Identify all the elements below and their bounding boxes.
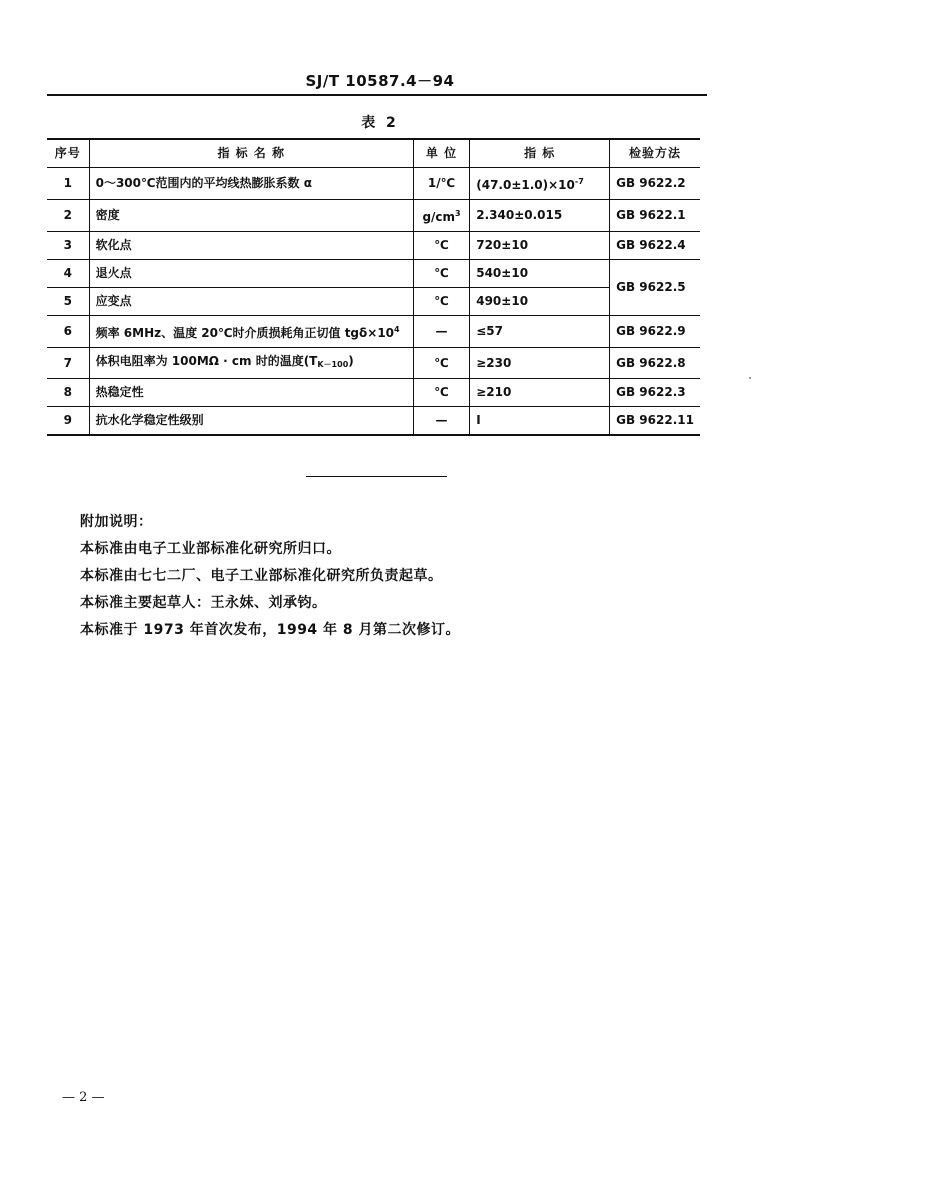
row-unit: ℃ bbox=[413, 232, 469, 260]
row-no: 5 bbox=[47, 288, 89, 316]
row-spec: 720±10 bbox=[470, 232, 610, 260]
col-header-spec: 指 标 bbox=[470, 139, 610, 168]
spec-table bbox=[47, 138, 700, 436]
row-spec bbox=[470, 168, 610, 200]
scan-speck bbox=[749, 377, 751, 379]
row-no: 7 bbox=[47, 348, 89, 379]
additional-notes bbox=[80, 512, 460, 647]
section-divider bbox=[306, 476, 447, 477]
row-name bbox=[89, 316, 413, 348]
row-method: GB 9622.1 bbox=[610, 200, 700, 232]
table-row bbox=[47, 407, 700, 436]
table-title: 表 2 bbox=[361, 115, 399, 131]
row-name: 软化点 bbox=[89, 232, 413, 260]
row-unit: ℃ bbox=[413, 260, 469, 288]
row-method: GB 9622.2 bbox=[610, 168, 700, 200]
col-header-no: 序号 bbox=[47, 139, 89, 168]
row-name: 抗水化学稳定性级别 bbox=[89, 407, 413, 436]
row-name-sub: K－100 bbox=[317, 360, 349, 369]
row-name: 热稳定性 bbox=[89, 379, 413, 407]
row-no: 2 bbox=[47, 200, 89, 232]
row-spec: 2.340±0.015 bbox=[470, 200, 610, 232]
table-header-row bbox=[47, 139, 700, 168]
row-spec: ≥230 bbox=[470, 348, 610, 379]
row-name: 密度 bbox=[89, 200, 413, 232]
notes-line: 本标准于 1973 年首次发布，1994 年 8 月第二次修订。 bbox=[80, 622, 461, 638]
notes-line: 本标准由电子工业部标准化研究所归口。 bbox=[80, 541, 341, 557]
row-name-main: 体积电阻率为 100MΩ · cm 时的温度(T bbox=[95, 354, 318, 368]
row-unit-sup: 3 bbox=[455, 209, 461, 218]
row-unit: — bbox=[413, 316, 469, 348]
table-row bbox=[47, 316, 700, 348]
row-method: GB 9622.11 bbox=[610, 407, 700, 436]
notes-line: 本标准主要起草人：王永妹、刘承钧。 bbox=[80, 595, 327, 611]
row-name: 退火点 bbox=[89, 260, 413, 288]
row-name-sup: 4 bbox=[394, 325, 400, 334]
row-method: GB 9622.4 bbox=[610, 232, 700, 260]
row-no: 6 bbox=[47, 316, 89, 348]
row-method: GB 9622.3 bbox=[610, 379, 700, 407]
page-number: — 2 — bbox=[62, 1090, 105, 1105]
row-no: 8 bbox=[47, 379, 89, 407]
row-spec-sup: -7 bbox=[574, 177, 584, 186]
row-method: GB 9622.5 bbox=[610, 260, 700, 316]
notes-line: 本标准由七七二厂、电子工业部标准化研究所负责起草。 bbox=[80, 568, 443, 584]
row-name: 应变点 bbox=[89, 288, 413, 316]
notes-heading: 附加说明： bbox=[80, 514, 153, 530]
document-number: SJ/T 10587.4－94 bbox=[305, 72, 455, 90]
row-unit-main: g/cm bbox=[422, 210, 456, 224]
table-row bbox=[47, 288, 700, 316]
row-no: 9 bbox=[47, 407, 89, 436]
header-rule bbox=[47, 94, 707, 96]
table-row bbox=[47, 260, 700, 288]
table-row bbox=[47, 379, 700, 407]
row-name-main: 频率 6MHz、温度 20℃时介质损耗角正切值 tgδ×10 bbox=[95, 326, 395, 340]
row-spec-main: (47.0±1.0)×10 bbox=[476, 178, 575, 192]
row-unit: ℃ bbox=[413, 288, 469, 316]
row-name-end: ) bbox=[348, 354, 354, 368]
row-unit bbox=[413, 200, 469, 232]
row-unit: 1/℃ bbox=[413, 168, 469, 200]
table-row bbox=[47, 232, 700, 260]
row-no: 1 bbox=[47, 168, 89, 200]
row-method: GB 9622.8 bbox=[610, 348, 700, 379]
table-row bbox=[47, 348, 700, 379]
row-spec: 540±10 bbox=[470, 260, 610, 288]
row-method: GB 9622.9 bbox=[610, 316, 700, 348]
row-unit: — bbox=[413, 407, 469, 436]
row-no: 3 bbox=[47, 232, 89, 260]
col-header-name: 指 标 名 称 bbox=[89, 139, 413, 168]
col-header-method: 检验方法 bbox=[610, 139, 700, 168]
row-unit: ℃ bbox=[413, 379, 469, 407]
row-spec: ≤57 bbox=[470, 316, 610, 348]
row-no: 4 bbox=[47, 260, 89, 288]
col-header-unit: 单 位 bbox=[413, 139, 469, 168]
row-spec: I bbox=[470, 407, 610, 436]
row-name: 0～300℃范围内的平均线热膨胀系数 α bbox=[89, 168, 413, 200]
row-spec: 490±10 bbox=[470, 288, 610, 316]
row-unit: ℃ bbox=[413, 348, 469, 379]
row-spec: ≥210 bbox=[470, 379, 610, 407]
table-row bbox=[47, 168, 700, 200]
row-name bbox=[89, 348, 413, 379]
table-row bbox=[47, 200, 700, 232]
